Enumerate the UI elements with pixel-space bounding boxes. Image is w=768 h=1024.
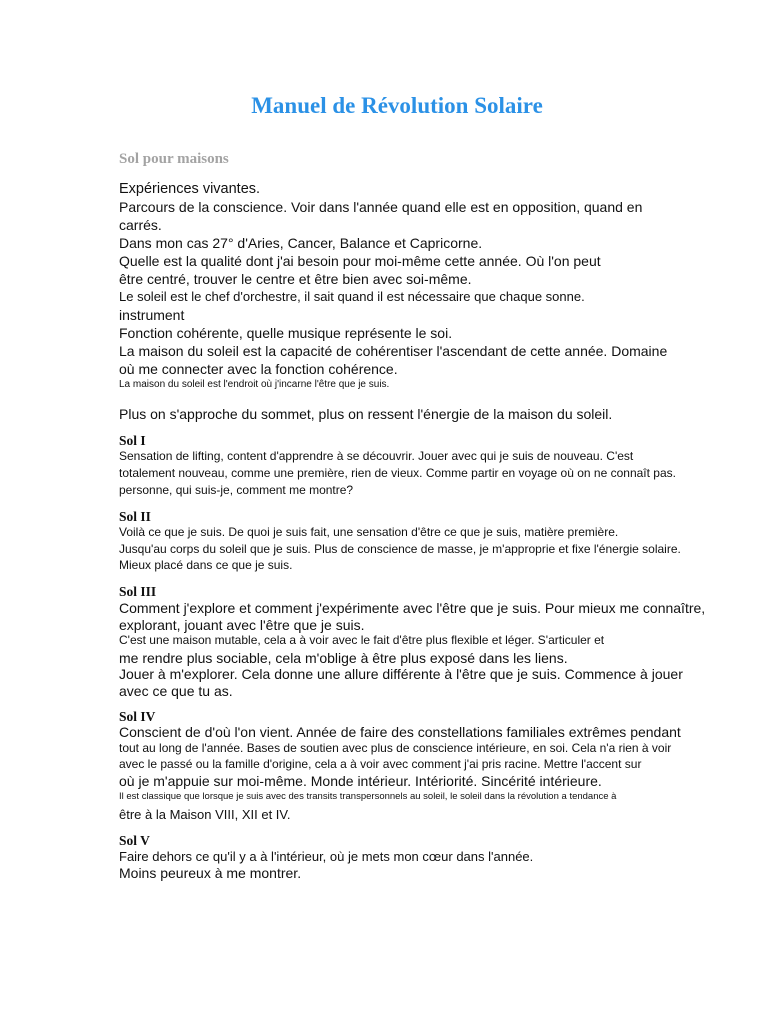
section-line: Moins peureux à me montrer.	[119, 865, 302, 881]
section-line: Mieux placé dans ce que je suis.	[119, 558, 293, 572]
document-title: Manuel de Révolution Solaire	[251, 93, 543, 118]
section-line: C'est une maison mutable, cela a à voir avec le fait d'être plus flexible et léger. S'articuler et	[119, 633, 605, 647]
intro-line: Le soleil est le chef d'orchestre, il sait quand il est nécessaire que chaque sonne.	[119, 289, 585, 304]
section-line: avec le passé ou la famille d'origine, cela a à voir avec comment j'ai pris racine. Mettre l'accent sur	[119, 757, 642, 771]
section-line: Sensation de lifting, content d'apprendre à se découvrir. Jouer avec qui je suis de nouveau. C'est	[119, 449, 634, 463]
section-line: où je m'appuie sur moi-même. Monde intérieur. Intériorité. Sincérité intérieure.	[119, 773, 602, 789]
section-line: Voilà ce que je suis. De quoi je suis fait, une sensation d'être ce que je suis, matière première.	[119, 525, 619, 539]
intro-line: Plus on s'approche du sommet, plus on ressent l'énergie de la maison du soleil.	[119, 406, 613, 422]
intro-line: Dans mon cas 27° d'Aries, Cancer, Balance et Capricorne.	[119, 235, 483, 251]
section-line: personne, qui suis-je, comment me montre?	[119, 483, 354, 497]
intro-line: Fonction cohérente, quelle musique représente le soi.	[119, 325, 453, 341]
document-subtitle: Sol pour maisons	[119, 151, 229, 167]
section-line: Jouer à m'explorer. Cela donne une allure différente à l'être que je suis. Commence à jouer	[119, 666, 683, 682]
section-heading-sol-iii: Sol III	[119, 584, 157, 599]
intro-line: être centré, trouver le centre et être bien avec soi-même.	[119, 271, 472, 287]
intro-line: Expériences vivantes.	[119, 181, 261, 197]
section-heading-sol-ii: Sol II	[119, 509, 151, 524]
section-line: Conscient de d'où l'on vient. Année de faire des constellations familiales extrêmes pendant	[119, 724, 681, 740]
section-line: être à la Maison VIII, XII et IV.	[119, 807, 291, 822]
intro-line: Quelle est la qualité dont j'ai besoin pour moi-même cette année. Où l'on peut	[119, 253, 601, 269]
section-line: Faire dehors ce qu'il y a à l'intérieur, où je mets mon cœur dans l'année.	[119, 849, 534, 864]
intro-line: carrés.	[119, 217, 162, 233]
section-line: Comment j'explore et comment j'expérimente avec l'être que je suis. Pour mieux me connaître,	[119, 600, 706, 616]
section-heading-sol-i: Sol I	[119, 433, 146, 448]
section-line: Il est classique que lorsque je suis avec des transits transpersonnels au soleil, le soleil dans la révolution a tendance à	[119, 791, 617, 802]
section-heading-sol-iv: Sol IV	[119, 709, 156, 724]
intro-line: où me connecter avec la fonction cohérence.	[119, 361, 398, 377]
section-line: totalement nouveau, comme une première, rien de vieux. Comme partir en voyage où on ne connaît pas.	[119, 466, 676, 480]
intro-line: La maison du soleil est l'endroit où j'incarne l'être que je suis.	[119, 379, 390, 390]
section-heading-sol-v: Sol V	[119, 833, 150, 848]
section-line: tout au long de l'année. Bases de soutien avec plus de conscience intérieure, en soi. Cela n'a rien à voir	[119, 741, 672, 755]
intro-line: Parcours de la conscience. Voir dans l'année quand elle est en opposition, quand en	[119, 199, 643, 215]
section-line: Jusqu'au corps du soleil que je suis. Plus de conscience de masse, je m'approprie et fixe l'énergie solaire.	[119, 542, 681, 556]
intro-line: La maison du soleil est la capacité de cohérentiser l'ascendant de cette année. Domaine	[119, 343, 668, 359]
section-line: me rendre plus sociable, cela m'oblige à être plus exposé dans les liens.	[119, 650, 568, 666]
section-line: avec ce que tu as.	[119, 683, 233, 699]
section-line: explorant, jouant avec l'être que je suis.	[119, 617, 365, 633]
intro-line: instrument	[119, 307, 185, 323]
